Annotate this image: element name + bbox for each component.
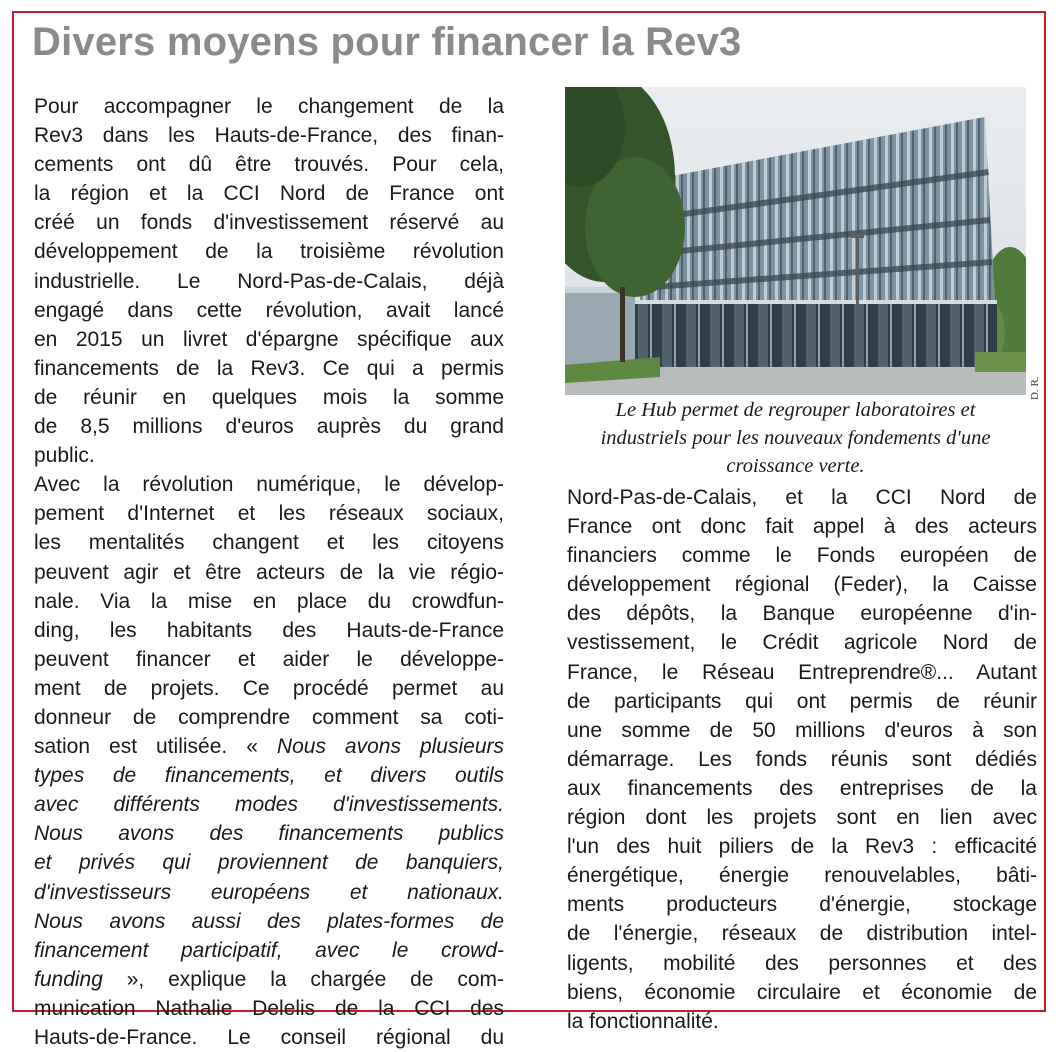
- building-photo: [565, 87, 1026, 395]
- text-line: aux financements des entreprises de la: [567, 776, 1037, 800]
- text-line: une somme de 50 millions d'euros à son: [567, 718, 1037, 742]
- text-line: public.: [34, 444, 95, 468]
- text-line: munication Nathalie Delelis de la CCI des: [34, 996, 504, 1020]
- left-column: [34, 92, 504, 1052]
- text-line: cements ont dû être trouvés. Pour cela,: [34, 153, 504, 177]
- text-line: la région et la CCI Nord de France ont: [34, 182, 504, 206]
- text-line-mixed: [34, 965, 504, 994]
- text-line: la fonctionnalité.: [567, 1009, 719, 1033]
- text-line: financements de la Rev3. Ce qui a permis: [34, 356, 504, 380]
- quote-text: funding: [34, 967, 103, 991]
- text-segment: sation est utilisée.: [34, 735, 228, 759]
- photo-caption: [565, 396, 1026, 480]
- text-line: Pour accompagner le changement de la: [34, 95, 504, 118]
- text-line-mixed: [34, 732, 504, 761]
- text-line: de l'énergie, réseaux de distribution intel-: [567, 922, 1037, 946]
- quote-line: [34, 761, 504, 790]
- text-line: développement de la troisième révolution: [34, 240, 504, 264]
- quote-text: Nous avons plusieurs: [276, 735, 505, 759]
- quote-text: d'investisseurs européens et nationaux.: [34, 880, 504, 904]
- quote-line: [34, 790, 504, 819]
- quote-text: financement participatif, avec le crowd-: [34, 938, 504, 962]
- caption-line: Le Hub permet de regrouper laboratoires et: [615, 399, 976, 421]
- text-line: pement d'Internet et les réseaux sociaux,: [34, 502, 504, 526]
- quote-text: Nous avons aussi des plates-formes de: [34, 909, 504, 933]
- text-line: de participants qui ont permis de réunir: [567, 689, 1037, 713]
- text-line: ligents, mobilité des personnes et des: [567, 951, 1037, 975]
- text-line: peuvent agir et être acteurs de la vie régio-: [34, 560, 504, 584]
- text-line: engagé dans cette révolution, avait lancé: [34, 298, 504, 322]
- text-line: région dont les projets sont en lien avec: [567, 806, 1037, 830]
- text-line: Nord-Pas-de-Calais, et la CCI Nord de: [567, 486, 1037, 509]
- right-column: [567, 483, 1037, 1036]
- quote-text: types de financements, et divers outils: [34, 764, 504, 788]
- text-line: de 8,5 millions d'euros auprès du grand: [34, 415, 504, 439]
- text-line: peuvent financer et aider le développe-: [34, 647, 504, 671]
- quote-line: [34, 819, 504, 848]
- text-line: énergétique, énergie renouvelables, bâti-: [567, 864, 1037, 888]
- text-line: ment de projets. Ce procédé permet au: [34, 676, 504, 700]
- text-line: des dépôts, la Banque européenne d'in-: [567, 602, 1037, 626]
- text-line: les mentalités changent et les citoyens: [34, 531, 504, 555]
- quote-line: [34, 848, 504, 877]
- text-line: créé un fonds d'investissement réservé au: [34, 211, 504, 235]
- quote-line: [34, 907, 504, 936]
- article-title: Divers moyens pour financer la Rev3: [32, 20, 742, 64]
- text-line: ding, les habitants des Hauts-de-France: [34, 618, 504, 642]
- text-line: Hauts-de-France. Le conseil régional du: [34, 1026, 504, 1049]
- caption-line: croissance verte.: [726, 455, 865, 477]
- text-line: l'un des huit piliers de la Rev3 : efficacité: [567, 835, 1037, 859]
- text-line: ments producteurs d'énergie, stockage: [567, 893, 1037, 917]
- caption-line: industriels pour les nouveaux fondements d'une: [600, 427, 991, 449]
- text-line: France, le Réseau Entreprendre®... Autant: [567, 660, 1037, 684]
- quote-text: avec différents modes d'investissements.: [34, 793, 504, 817]
- photo-credit: D. R.: [1029, 376, 1041, 400]
- text-line: Avec la révolution numérique, le dévelop-: [34, 473, 504, 497]
- text-line: en 2015 un livret d'épargne spécifique aux: [34, 327, 504, 351]
- text-line: de réunir en quelques mois la somme: [34, 385, 504, 409]
- text-line: donneur de comprendre comment sa coti-: [34, 705, 504, 729]
- text-line: financiers comme le Fonds européen de: [567, 544, 1037, 568]
- text-segment: », explique la chargée de com-: [102, 967, 504, 991]
- text-line: démarrage. Les fonds réunis sont dédiés: [567, 747, 1037, 771]
- quote-line: [34, 936, 504, 965]
- quote-line: [34, 878, 504, 907]
- text-line: développement régional (Feder), la Caisse: [567, 573, 1037, 597]
- quote-open: «: [227, 735, 277, 759]
- text-line: biens, économie circulaire et économie de: [567, 980, 1037, 1004]
- quote-text: et privés qui proviennent de banquiers,: [34, 851, 504, 875]
- quote-text: Nous avons des financements publics: [34, 822, 504, 846]
- text-line: France ont donc fait appel à des acteurs: [567, 515, 1037, 539]
- text-line: nale. Via la mise en place du crowdfun-: [34, 589, 504, 613]
- text-line: vestissement, le Crédit agricole Nord de: [567, 631, 1037, 655]
- text-line: industrielle. Le Nord-Pas-de-Calais, déjà: [34, 269, 504, 293]
- text-line: Rev3 dans les Hauts-de-France, des finan-: [34, 124, 504, 148]
